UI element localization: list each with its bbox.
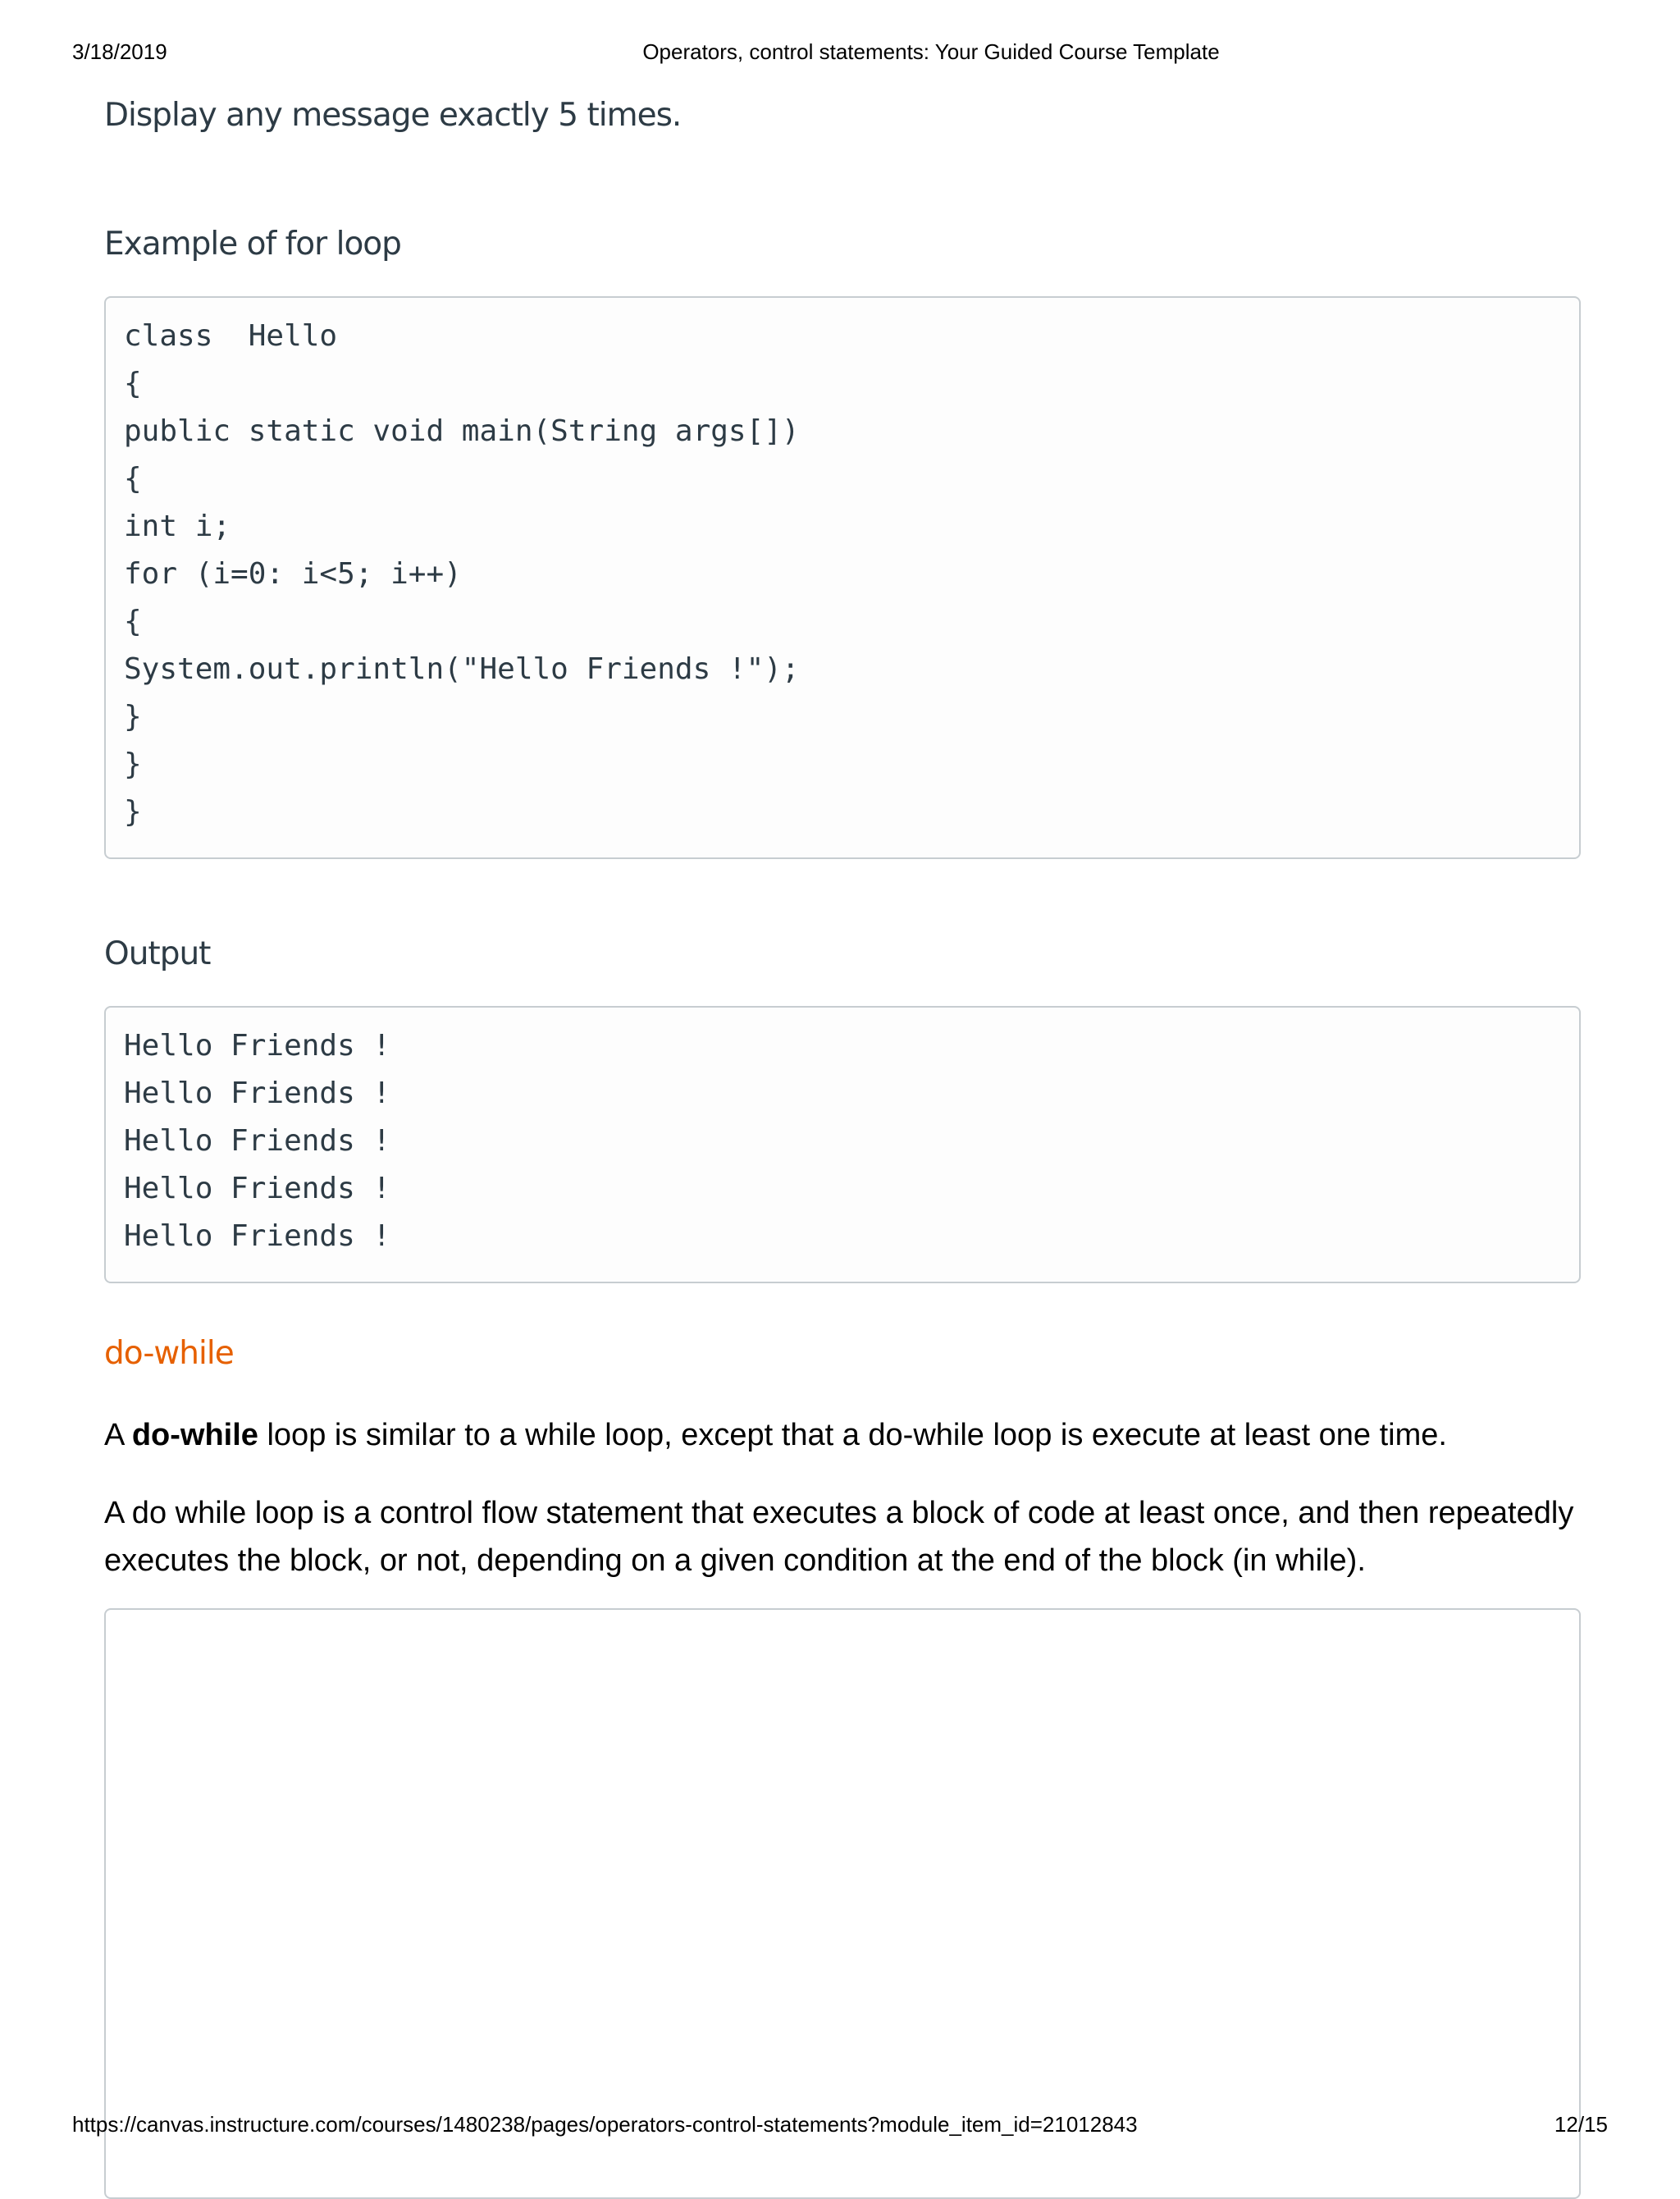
- embedded-content-frame: [104, 1608, 1581, 2199]
- print-url: https://canvas.instructure.com/courses/1480238/pages/operators-control-statements?module_item_id=21012843: [72, 2112, 1138, 2137]
- page-number: 12/15: [1554, 2112, 1608, 2137]
- para1-bold-term: do-while: [131, 1418, 258, 1452]
- code-block-output: Hello Friends ! Hello Friends ! Hello Friends ! Hello Friends ! Hello Friends !: [104, 1006, 1581, 1283]
- para1-prefix: A: [104, 1418, 132, 1452]
- print-date: 3/18/2019: [72, 39, 167, 64]
- do-while-explanation: A do while loop is a control flow statement that executes a block of code at least once, and then repeatedly executes the block, or not, depending on a given condition at the end of the block (in while).: [104, 1496, 1574, 1578]
- para1-rest: loop is similar to a while loop, except that a do-while loop is execute at least one time.: [258, 1418, 1447, 1452]
- do-while-description: [104, 1418, 1597, 1453]
- print-page-title: Operators, control statements: Your Guided Course Template: [642, 39, 1220, 64]
- code-block-for-loop: class Hello { public static void main(String args[]) { int i; for (i=0: i<5; i++) { System.out.println("Hello Friends !"); } } }: [104, 296, 1581, 859]
- example-heading: Example of for loop: [104, 226, 401, 263]
- do-while-heading: do-while: [104, 1335, 234, 1372]
- output-heading: Output: [104, 935, 211, 972]
- intro-text: Display any message exactly 5 times.: [104, 97, 682, 134]
